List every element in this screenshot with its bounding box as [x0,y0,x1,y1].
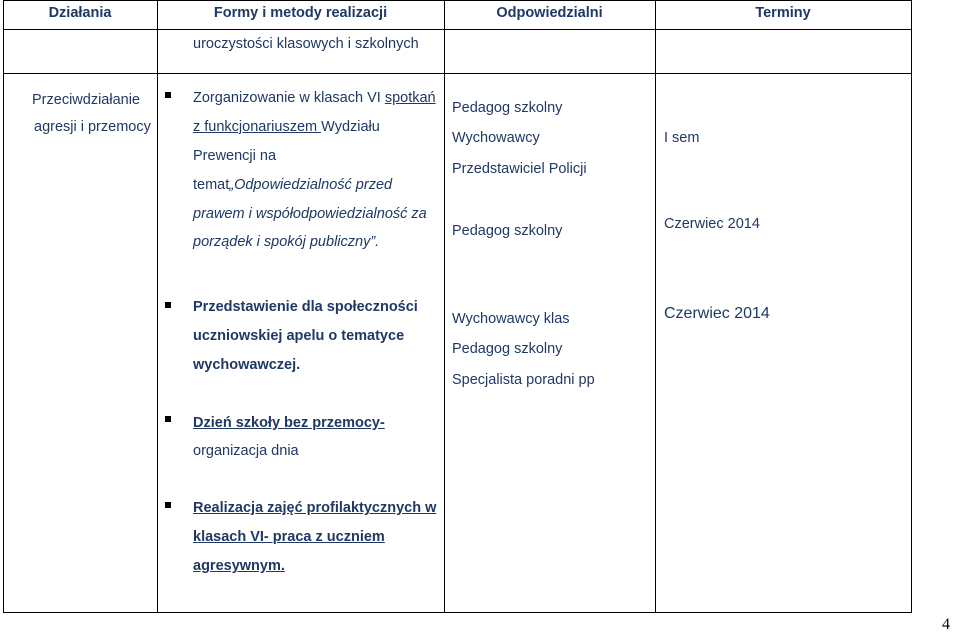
column-border [655,0,656,613]
action-line-1: Przeciwdziałanie [32,92,140,108]
table-bottom-border [3,612,912,613]
item1-line-1 [193,89,436,107]
column-border [444,0,445,613]
bullet-icon [165,502,171,508]
item2-line-2: uczniowskiej apelu o tematyce [193,328,405,344]
item2-responsible-1: Wychowawcy klas [452,311,570,327]
column-border [157,0,158,613]
item1-text: Wydziału [321,119,380,135]
item1-responsible-2: Wychowawcy [452,130,540,146]
item1-line-3: Prewencji na [193,148,277,164]
item1-line-5: prawem i współodpowiedzialność za [193,206,427,222]
page-number: 4 [942,616,950,633]
header-dates: Terminy [755,5,811,21]
item2-date: Czerwiec 2014 [664,305,770,322]
item1-line-6: porządek i spokój publiczny”. [193,234,380,250]
item4-line-1: Realizacja zajęć profilaktycznych w [193,500,437,516]
item2-responsible-2: Pedagog szkolny [452,341,563,357]
item1-italic: „Odpowiedzialność przed [229,177,393,193]
header-forms: Formy i metody realizacji [213,5,388,21]
column-border [3,0,4,613]
item2-responsible-3: Specjalista poradni pp [452,372,595,388]
item1-responsible-3: Przedstawiciel Policji [452,161,587,177]
item1-text: temat [193,177,230,193]
item3-line-1: Dzień szkoły bez przemocy- [193,415,385,431]
action-line-2: agresji i przemocy [34,119,151,135]
item1-text: Zorganizowanie w klasach VI [193,90,385,106]
item1-line-2 [193,118,380,136]
item1-line-4 [193,176,392,194]
table-top-border [3,0,912,1]
item4-line-2: klasach VI- praca z uczniem [193,529,385,545]
item1-date-1: I sem [664,130,700,146]
item2-line-3: wychowawczej. [193,357,301,373]
item1-responsible-1: Pedagog szkolny [452,100,563,116]
column-border [911,0,912,613]
header-actions: Działania [48,5,112,21]
item4-line-3: agresywnym. [193,558,285,574]
item1-underlined: spotkań [384,90,436,106]
header-responsible: Odpowiedzialni [496,5,603,21]
item3-line-2: organizacja dnia [193,443,299,459]
item1-date-2: Czerwiec 2014 [664,216,760,232]
continued-forms-text: uroczystości klasowych i szkolnych [193,36,419,52]
bullet-icon [165,416,171,422]
item1-underlined: z funkcjonariuszem [193,119,322,135]
bullet-icon [165,302,171,308]
item1-responsible-4: Pedagog szkolny [452,223,563,239]
header-bottom-border [3,29,912,30]
row-divider [3,73,912,74]
item2-line-1: Przedstawienie dla społeczności [193,299,418,315]
bullet-icon [165,92,171,98]
